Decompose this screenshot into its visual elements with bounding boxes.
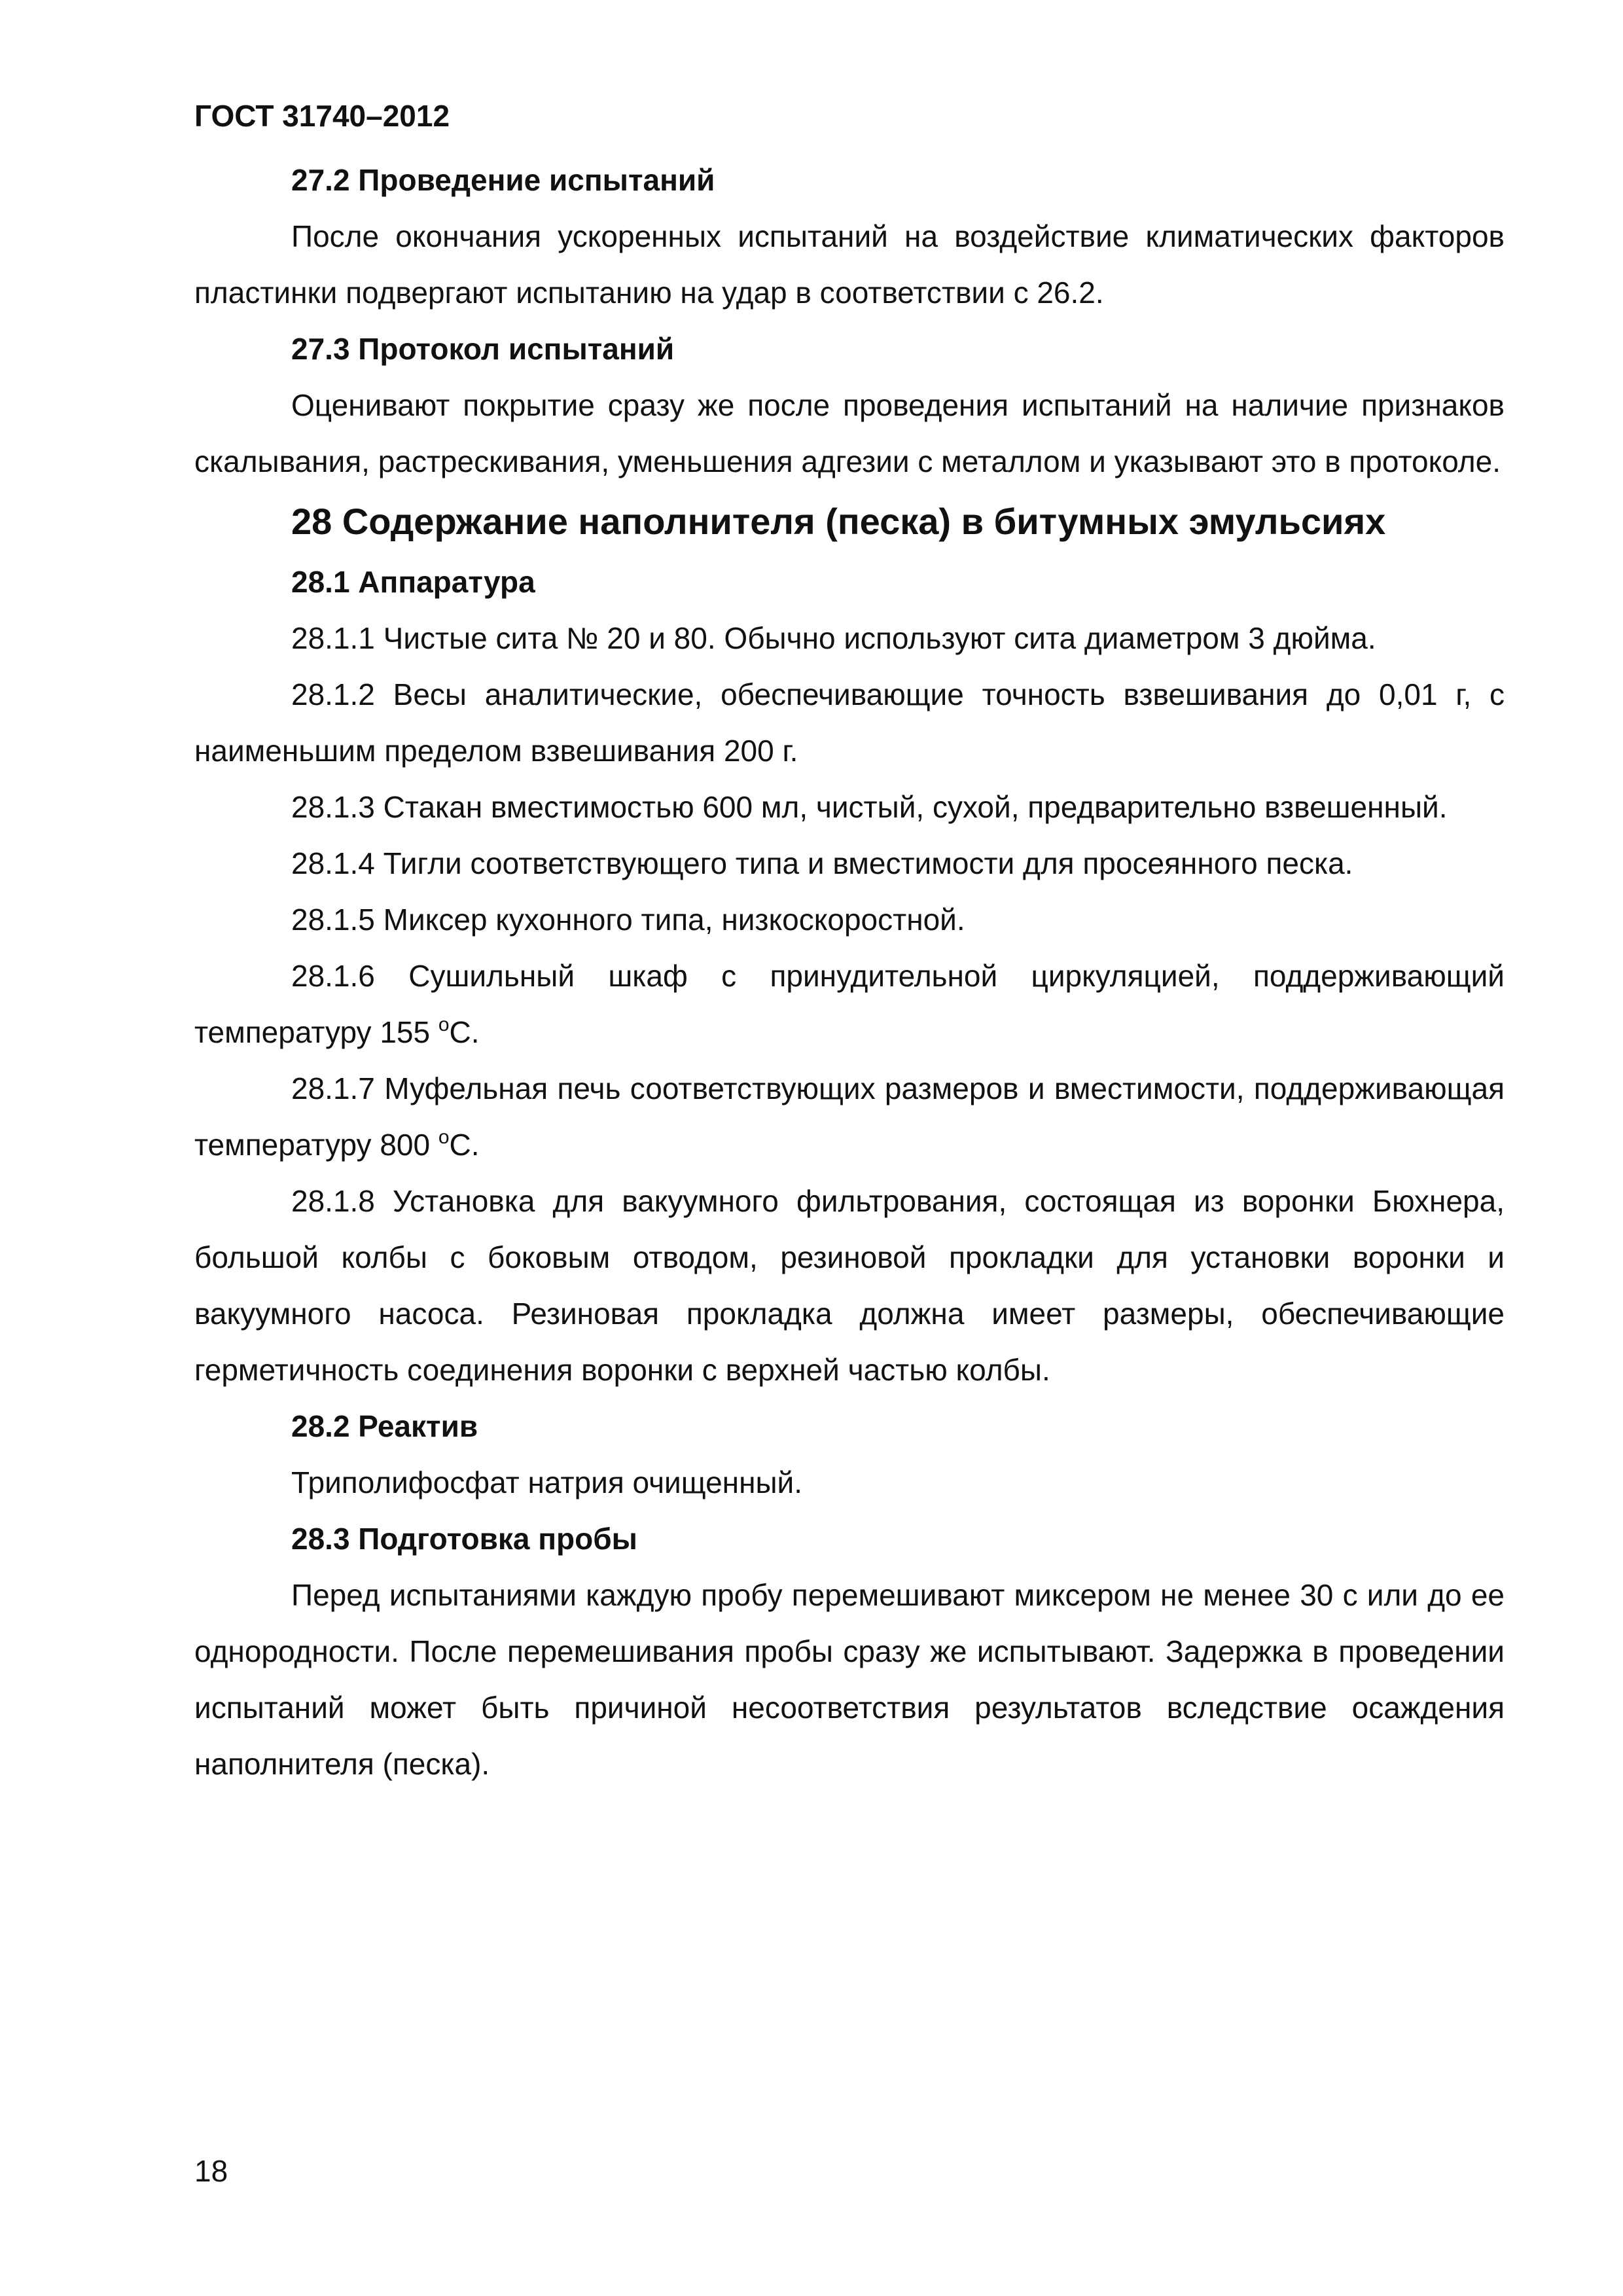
section-27-3-heading: 27.3 Протокол испытаний	[291, 332, 675, 366]
item-28-1-7	[194, 1060, 1505, 1173]
unit-celsius: С.	[449, 1128, 480, 1162]
item-28-1-5: 28.1.5 Миксер кухонного типа, низкоскоростной.	[291, 903, 965, 937]
standard-header: ГОСТ 31740–2012	[194, 99, 450, 133]
degree-mark: о	[438, 1014, 450, 1035]
page-content	[194, 152, 1505, 1792]
item-28-1-3: 28.1.3 Стакан вместимостью 600 мл, чистый, сухой, предварительно взвешенный.	[291, 790, 1448, 824]
item-28-1-2: 28.1.2 Весы аналитические, обеспечивающие точность взвешивания до 0,01 г, с наименьшим пределом взвешивания 200 г.	[194, 677, 1505, 768]
item-28-1-8: 28.1.8 Установка для вакуумного фильтрования, состоящая из воронки Бюхнера, большой колбы с боковым отводом, резиновой прокладки для установки воронки и вакуумного насоса. Резиновая прокладка должна имеет размеры, обеспечивающие герметичность соединения воронки с верхней частью колбы.	[194, 1184, 1505, 1387]
section-28-heading: 28 Содержание наполнителя (песка) в битумных эмульсиях	[291, 501, 1386, 542]
item-28-1-4: 28.1.4 Тигли соответствующего типа и вместимости для просеянного песка.	[291, 846, 1353, 880]
page-number: 18	[194, 2154, 228, 2188]
section-28-1-heading: 28.1 Аппаратура	[291, 565, 535, 599]
section-27-2-text: После окончания ускоренных испытаний на воздействие климатических факторов пластинки подвергают испытанию на удар в соответствии с 26.2.	[194, 219, 1505, 310]
unit-celsius: С.	[449, 1015, 480, 1049]
degree-mark: о	[438, 1126, 450, 1148]
section-27-3-text: Оценивают покрытие сразу же после проведения испытаний на наличие признаков скалывания, растрескивания, уменьшения адгезии с металлом и указывают это в протоколе.	[194, 388, 1505, 478]
section-28-2-text: Триполифосфат натрия очищенный.	[291, 1465, 803, 1499]
section-27-2-heading: 27.2 Проведение испытаний	[291, 163, 715, 197]
item-28-1-7-text: 28.1.7 Муфельная печь соответствующих размеров и вместимости, поддерживающая температуру 800	[194, 1071, 1505, 1162]
item-28-1-6	[194, 948, 1505, 1060]
item-28-1-1: 28.1.1 Чистые сита № 20 и 80. Обычно используют сита диаметром 3 дюйма.	[291, 621, 1376, 655]
section-28-3-heading: 28.3 Подготовка пробы	[291, 1522, 637, 1556]
item-28-1-6-text: 28.1.6 Сушильный шкаф с принудительной циркуляцией, поддерживающий температуру 155	[194, 959, 1505, 1049]
section-28-3-text: Перед испытаниями каждую пробу перемешивают миксером не менее 30 с или до ее однородности. После перемешивания пробы сразу же испытывают. Задержка в проведении испытаний может быть причиной несоответствия результатов вследствие осаждения наполнителя (песка).	[194, 1578, 1505, 1781]
section-28-2-heading: 28.2 Реактив	[291, 1409, 478, 1443]
